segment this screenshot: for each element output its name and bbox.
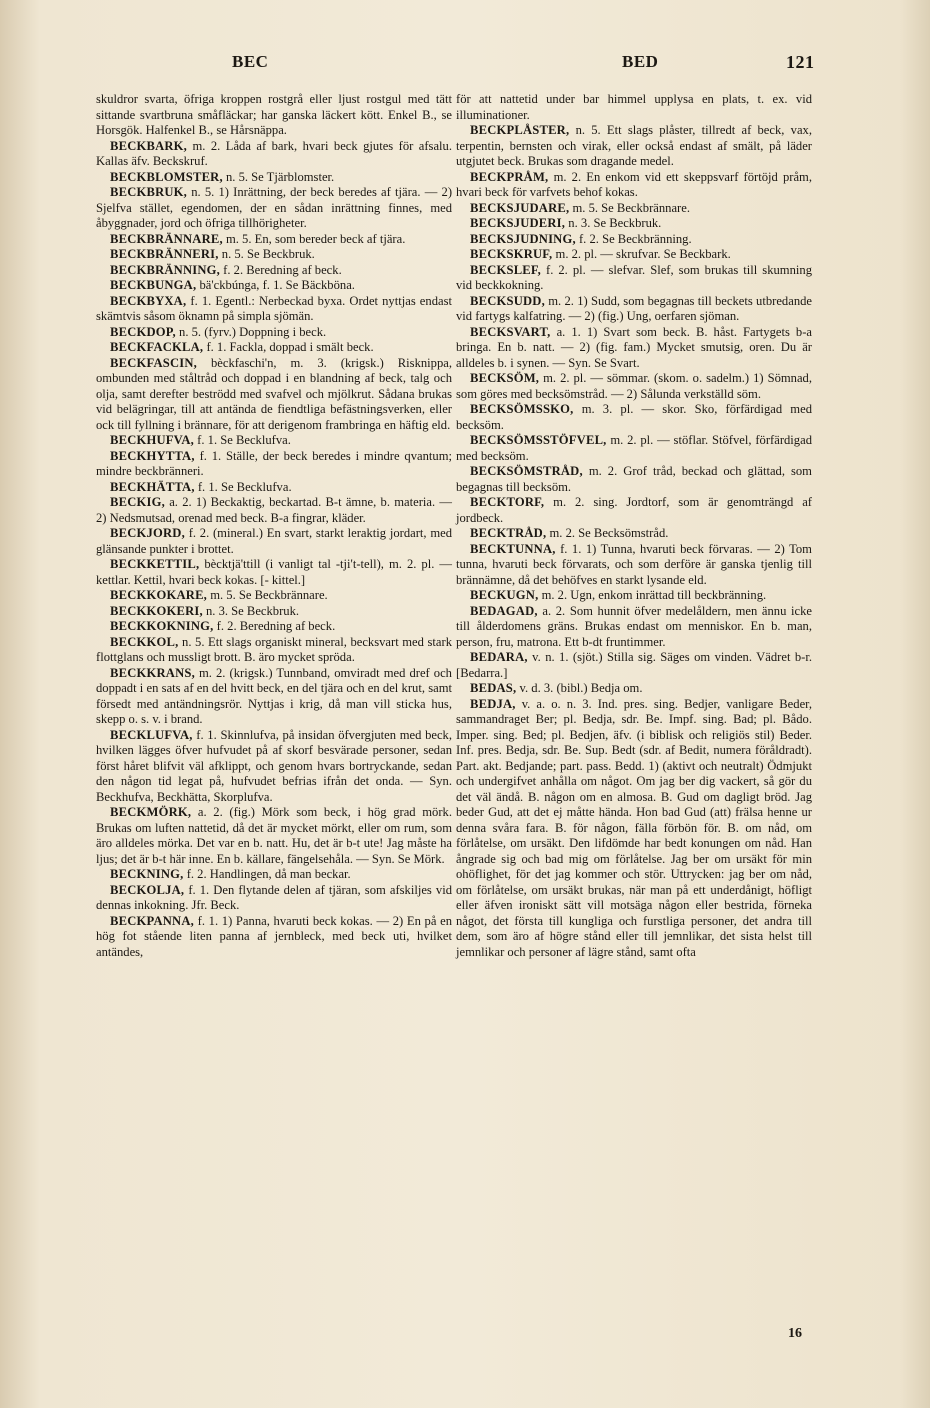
signature-mark: 16 — [788, 1326, 802, 1341]
dictionary-entry — [96, 263, 452, 279]
entry-definition: f. 1. Egentl.: Nerbeckad byxa. Ordet nyttjas endast skämtvis såsom öknamn på simpla sjömän. — [96, 293, 452, 323]
entry-definition: m. 2. pl. — skrufvar. Se Beckbark. — [555, 247, 731, 261]
headword: BECKTUNNA, — [470, 541, 556, 556]
headword: BECKPANNA, — [110, 913, 194, 928]
headword: BECKSJUDERI, — [470, 216, 566, 230]
headword: BECKFACKLA, — [110, 340, 204, 354]
entry-definition: m. 2. Låda af bark, hvari beck gjutes för afsalu. Kallas äfv. Beckskruf. — [96, 138, 452, 168]
dictionary-entry — [96, 139, 452, 170]
dictionary-entry — [456, 464, 812, 495]
headword: BECKSVART, — [470, 324, 551, 339]
headword: BECKBARK, — [110, 138, 188, 153]
headword: BECKSJUDARE, — [470, 200, 570, 215]
headword: BECKBYXA, — [110, 293, 187, 308]
headword: BECKPLÅSTER, — [470, 123, 570, 137]
entry-definition: m. 5. En, som bereder beck af tjära. — [225, 231, 406, 246]
headword: BECKFASCIN, — [110, 355, 197, 370]
headword: BECKSÖMSTRÅD, — [470, 464, 583, 478]
dictionary-entry — [96, 914, 452, 961]
headword: BEDAGAD, — [470, 603, 538, 618]
dictionary-entry — [96, 278, 452, 294]
dictionary-entry — [456, 170, 812, 201]
dictionary-entry — [96, 588, 452, 604]
entry-definition: v. n. 1. (sjöt.) Stilla sig. Säges om vinden. Vädret b-r. [Bedarra.] — [456, 650, 812, 680]
dictionary-entry — [456, 588, 812, 604]
headword: BECKKOKNING, — [110, 619, 214, 633]
dictionary-entry — [456, 433, 812, 464]
dictionary-entry — [96, 604, 452, 620]
entry-definition: m. 2. sing. Jordtorf, som är genomträngd af jordbeck. — [456, 495, 812, 525]
dictionary-entry — [456, 542, 812, 589]
headword: BECKTRÅD, — [470, 526, 547, 540]
dictionary-entry — [456, 294, 812, 325]
dictionary-entry — [456, 526, 812, 542]
headword: BECKBLOMSTER, — [110, 169, 223, 184]
dictionary-entry — [96, 170, 452, 186]
headword: BECKBRUK, — [110, 185, 188, 199]
entry-definition: v. a. o. n. 3. Ind. pres. sing. Bedjer, vanligare Beder, sammandraget Ber; pl. Bedja, sdr. Be. Impf. sing. Bad; pl. Bådo. Imper. sing. Bed; pl. Bedjen, äfv. (i biblisk och religiös stil) Beder. Inf. pres. Bedja, sdr. Be. Sup. Bedt (sdr. af Bedit, numera föråldradt). Part. akt. Bedjande; part. pass. Bedd. 1) (aktivt och neutralt) Ödmjukt och undergifvet anhålla om något. Om jag ber dig vackert, så gör du det väl ändå. B. någon om en almosa. B. Gud om dagligt bröd. Jag beder Gud, att det ej måtte hända. Hon bad Gud (att) frälsa henne ur denna svåra fara. B. för någon, fälla förbön för. B. om nåd, om förlåtelse, om ursäkt. Den lifdömde har bedt konungen om nåd. Han ångrade sig och bad mig om förlåtelse. Jag ber om ursäkt för min ohöflighet, för det jag kommer och stör. Uttrycken: jag ber om nåd, om förlåtelse, om ursäkt brukas, när man på ett underdånigt, höfligt eller äfven ironiskt sätt vill motsäga någon eller bestrida, förneka något, det första till kungliga och furstliga personer, det andra till dem, som äro af högre stånd eller till jemnlikar, det sista helst till jemnlikar och personer af lägre stånd, samt ofta — [456, 696, 812, 959]
entry-definition: v. d. 3. (bibl.) Bedja om. — [519, 681, 643, 695]
entry-definition: skuldror svarta, öfriga kroppen rostgrå eller ljust rostgul med tätt sittande svartbruna småfläckar; har ganska läckert kött. Enkel B., se Horsgök. Halfenkel B., se Hårsnäppa. — [96, 92, 452, 137]
entry-definition: f. 1. Ställe, der beck beredes i mindre qvantum; mindre beckbränneri. — [96, 448, 453, 478]
headword: BECKHYTTA, — [110, 448, 195, 463]
dictionary-entry — [96, 480, 452, 496]
entry-definition: f. 1. Skinnlufva, på insidan öfvergjuten med beck, hvilken lägges öfver hufvudet på af skorf besvärade personer, sedan först håret blifvit väl afklippt, och genom hvars bortryckande, sedan den någon tid legat på, hufvudet befrias ifrån det onda. — Syn. Beckhufva, Beckhätta, Skorplufva. — [96, 727, 452, 804]
dictionary-entry — [456, 604, 812, 651]
dictionary-entry — [96, 232, 452, 248]
entry-definition: bècktjä'ttill (i vanligt tal -tji't-tell), m. 2. pl. — kettlar. Kettil, hvari beck kokas. [- kittel.] — [96, 557, 452, 587]
headword: BECKBRÄNNERI, — [110, 247, 219, 261]
headword: BECKBRÄNNARE, — [110, 231, 223, 246]
left-guide-word: BEC — [232, 52, 269, 71]
entry-definition: för att nattetid under bar himmel upplysa en plats, t. ex. vid illuminationer. — [456, 92, 812, 122]
headword: BECKTORF, — [470, 495, 545, 509]
headword: BECKMÖRK, — [110, 805, 192, 819]
page-number: 121 — [786, 52, 815, 72]
entry-definition: n. 3. Se Beckbruk. — [205, 603, 300, 618]
headword: BECKSUDD, — [470, 293, 545, 308]
entry-definition: a. 2. Som hunnit öfver medelåldern, men ännu icke till ålderdomens gräns. Brukas endast om menniskor. En b. man, person, fru, matrona. Ett b-dt fruntimmer. — [456, 603, 812, 649]
headword: BECKKOKERI, — [110, 603, 203, 618]
headword: BECKNING, — [110, 867, 184, 881]
entry-definition: f. 1. 1) Panna, hvaruti beck kokas. — 2) En på en hög fot stående liten panna af jernbleck, med beck uti, hvilket antändes, — [96, 913, 452, 959]
headword: BEDARA, — [470, 650, 528, 664]
entry-definition: f. 1. Se Beckluf​va. — [197, 479, 292, 494]
dictionary-entry — [96, 247, 452, 263]
entry-definition: bèckfaschi'n, m. 3. (krigsk.) Risknippa, ombunden med ståltråd och doppad i en blandning af beck, talg och olja, samt derefter beströdd med svafvel och mjölkrut. Sådana brukas vid belägringar, till att antända de fiendtliga befästningsverken, eller ock till fyllning i brännare, för att derigenom frambringa en häftig eld. — [96, 355, 452, 432]
entry-definition: m. 2. En enkom vid ett skeppsvarf förtöjd pråm, hvari beck för varfvets behof kokas. — [456, 169, 812, 199]
entry-definition: m. 2. (krigsk.) Tunnband, omviradt med dref och doppadt i en sats af en del hvitt beck, en del tjära och en del krut, samt försedt med antändningsrör. Nyttjas i krig, då man vill sticka hus, skepp o. s. v. i brand. — [96, 665, 452, 726]
entry-definition: f. 2. Beredning af beck. — [216, 619, 336, 633]
headword: BECKJORD, — [110, 526, 185, 540]
entry-definition: f. 1. Se Beckluf​va. — [197, 433, 291, 447]
headword: BECKSÖM, — [470, 371, 540, 385]
headword: BEDAS, — [470, 681, 517, 695]
entry-definition: m. 2. Ugn, enkom inrättad till beckbränning. — [541, 588, 767, 602]
entry-definition: m. 3. pl. — skor. Sko, förfärdigad med becksöm. — [456, 402, 812, 432]
dictionary-entry — [456, 371, 812, 402]
entry-definition: m. 5. Se Beckbrännare. — [210, 588, 328, 602]
headword: BECKSJUDNING, — [470, 231, 576, 246]
entry-definition: m. 5. Se Beckbrännare. — [572, 200, 690, 215]
dictionary-entry — [456, 402, 812, 433]
entry-definition: m. 2. pl. — sömmar. (skom. o. sadelm.) 1) Sömnad, som göres med becksömstråd. — 2) Sålunda verkställd söm. — [456, 371, 812, 401]
entry-definition: f. 1. Fackla, doppad i smält beck. — [206, 340, 374, 354]
dictionary-entry — [456, 697, 812, 961]
dictionary-entry — [456, 232, 812, 248]
dictionary-entry — [96, 728, 452, 806]
headword: BECKSÖMSSKO, — [470, 402, 574, 416]
right-guide-word: BED — [622, 52, 659, 71]
headword: BECKOLJA, — [110, 882, 185, 897]
dictionary-entry — [456, 123, 812, 170]
entry-definition: f. 2. pl. — slefvar. Slef, som brukas till skumning vid beckkokning. — [456, 262, 812, 292]
headword: BECKHUFVA, — [110, 433, 194, 447]
entry-definition: f. 2. (mineral.) En svart, starkt leraktig jordart, med glänsande punkter i brottet. — [96, 526, 452, 556]
page-header — [0, 52, 930, 82]
dictionary-entry — [96, 495, 452, 526]
dictionary-entry — [456, 92, 812, 123]
headword: BECKDOP, — [110, 324, 176, 339]
left-column — [96, 92, 452, 960]
headword: BECKSÖMSSTÖFVEL, — [470, 433, 607, 447]
headword: BECKIG, — [110, 495, 165, 509]
dictionary-entry — [456, 247, 812, 263]
dictionary-entry — [96, 619, 452, 635]
entry-definition: f. 2. Handlingen, då man beckar. — [186, 867, 351, 881]
headword: BECKBUNGA, — [110, 278, 197, 292]
entry-definition: a. 2. (fig.) Mörk som beck, i hög grad mörk. Brukas om luften nattetid, då det är mycket mörkt, eller om rum, som äro alldeles mörka. Det var en b. natt. Hu, det är b-t ute! Jag måste ha ljus; det är b-t här inne. En b. källare, fängelsehåla. — Syn. Se Mörk. — [96, 805, 452, 866]
entry-definition: n. 5. 1) Inrättning, der beck beredes af tjära. — 2) Sjelfva stället, egendomen, der en sådan inrättning finnes, med åbyggnader, jord och öfriga tillhörigheter. — [96, 185, 453, 230]
dictionary-entry — [96, 635, 452, 666]
dictionary-entry — [456, 263, 812, 294]
headword: BECKPRÅM, — [470, 169, 549, 184]
dictionary-entry — [456, 495, 812, 526]
right-column — [456, 92, 812, 960]
dictionary-entry — [96, 526, 452, 557]
headword: BECKKOKARE, — [110, 588, 208, 602]
dictionary-entry — [456, 201, 812, 217]
headword: BECKKRANS, — [110, 665, 195, 680]
headword: BECKHÄTTA, — [110, 479, 195, 494]
dictionary-entry — [456, 650, 812, 681]
headword: BECKUGN, — [470, 588, 539, 602]
dictionary-entry — [96, 666, 452, 728]
entry-definition: bä'ckbúnga, f. 1. Se Bäckböna. — [199, 278, 355, 292]
dictionary-entry — [96, 185, 452, 232]
entry-definition: m. 2. pl. — stöflar. Stöfvel, förfärdigad med becksöm. — [456, 433, 812, 463]
entry-definition: n. 5. Se Beckbruk. — [221, 247, 315, 261]
entry-definition: n. 5. Ett slags plåster, tillredt af beck, vax, terpentin, bernsten och virak, eller också endast af smält, på läder utgjutet beck. Brukas som dragande medel. — [456, 123, 812, 168]
dictionary-entry — [96, 449, 452, 480]
entry-definition: f. 2. Se Beckbränning. — [578, 231, 692, 246]
entry-definition: f. 1. 1) Tunna, hvaruti beck förvaras. — 2) Tom tunna, hvaruti beck förvarats, och som derföre är ganska tjenlig till brännämne, då det behöfves en starkt lysande eld. — [456, 541, 812, 587]
entry-definition: n. 5. Se Tjärblomster. — [225, 169, 335, 184]
dictionary-entry — [96, 805, 452, 867]
entry-definition: n. 5. (fyrv.) Doppning i beck. — [179, 324, 327, 339]
headword: BEDJA, — [470, 696, 516, 711]
dictionary-entry — [96, 356, 452, 434]
dictionary-entry — [96, 883, 452, 914]
entry-definition: m. 2. Grof tråd, beckad och glättad, som begagnas till becksöm. — [456, 464, 812, 494]
headword: BECKSLEF, — [470, 262, 541, 277]
dictionary-entry — [96, 325, 452, 341]
entry-definition: n. 3. Se Beckbruk. — [568, 216, 662, 230]
headword: BECKLUFVA, — [110, 727, 193, 742]
headword: BECKSKRUF, — [470, 247, 553, 261]
entry-definition: n. 5. Ett slags organiskt mineral, becksvart med stark flottglans och mussligt brott. B. äro mycket spröda. — [96, 634, 452, 664]
entry-definition: a. 2. 1) Beckaktig, beckartad. B-t ämne, b. materia. — 2) Nedsmutsad, orenad med beck. B-a fingrar, kläder. — [96, 495, 452, 525]
dictionary-entry — [456, 681, 812, 697]
dictionary-entry — [96, 92, 452, 139]
entry-definition: m. 2. Se Becksömstråd. — [549, 526, 669, 540]
dictionary-entry — [96, 557, 452, 588]
entry-definition: m. 2. 1) Sudd, som begagnas till beckets utbredande vid fartygs kalfatring. — 2) (fig.) Ung, oerfaren sjöman. — [456, 293, 812, 323]
headword: BECKKETTIL, — [110, 557, 200, 571]
headword: BECKKOL, — [110, 634, 179, 649]
dictionary-entry — [456, 216, 812, 232]
dictionary-entry — [96, 294, 452, 325]
dictionary-entry — [96, 867, 452, 883]
dictionary-entry — [96, 340, 452, 356]
headword: BECKBRÄNNING, — [110, 262, 221, 277]
entry-definition: f. 2. Beredning af beck. — [223, 262, 342, 277]
dictionary-entry — [456, 325, 812, 372]
dictionary-entry — [96, 433, 452, 449]
entry-definition: a. 1. 1) Svart som beck. B. håst. Fartygets b-a bringa. En b. natt. — 2) (fig. fam.) Mycket smutsig, oren. Du är alldeles b. i synen. — Syn. Se Svart. — [456, 324, 812, 370]
entry-definition: f. 1. Den flytande delen af tjäran, som afskiljes vid dennas inkokning. Jfr. Beck. — [96, 882, 453, 912]
